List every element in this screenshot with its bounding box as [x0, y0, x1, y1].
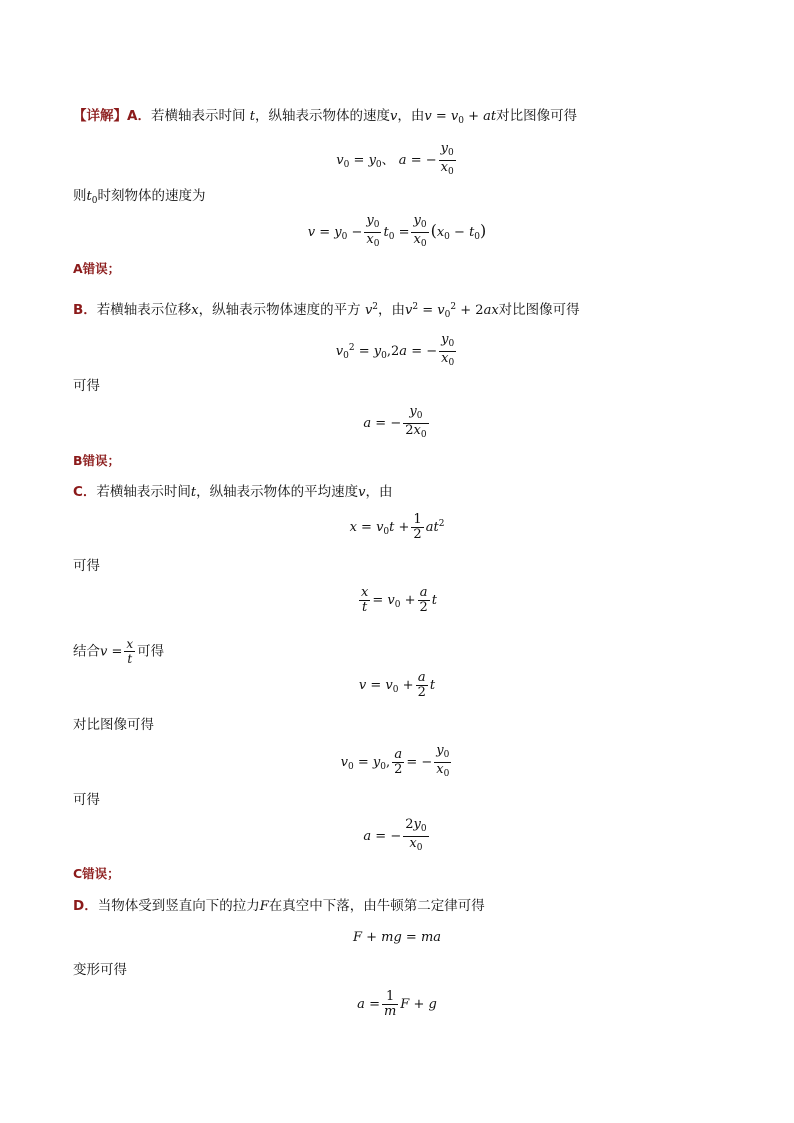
option-c-letter: C． [73, 484, 97, 500]
equation-b-2: a = − $\frac{y_0}{2x_0}$ [363, 404, 427, 440]
option-a-wrong: A错误； [73, 261, 121, 276]
equation-c-1: $x = v_0t$ + $\frac{1}{2}$ $at^2$ [349, 512, 445, 542]
equation-b-1: $v_0^2 = y_0,2a$ = − $\frac{y_0}{x_0}$ [335, 332, 455, 368]
option-b-wrong: B错误； [73, 453, 121, 468]
equation-a-2: $v = y_0$ − $\frac{y_0}{x_0}$ $t_0$ = $\frac{y_0}{x_0}$ $(x_0 - t_0)$ [307, 213, 487, 249]
equation-c-4: $v_0 = y_0$, $\frac{a}{2}$ = − $\frac{y_0}{x_0}$ [340, 743, 450, 779]
paragraph-a-intro: 【详解】A．若横轴表示时间 t，纵轴表示物体的速度v，由$v = v_0$ + at对比图像可得 [73, 108, 578, 126]
equation-c-5: a = − $\frac{2y_0}{x_0}$ [363, 817, 427, 853]
paragraph-c-intro: C．若横轴表示时间t，纵轴表示物体的平均速度v，由 [73, 484, 393, 500]
paragraph-b-result: 可得 [73, 378, 100, 394]
paragraph-b-intro: B．若横轴表示位移x，纵轴表示物体速度的平方 $v^2$，由$v^2 = v_0^2 + 2ax$对比图像可得 [73, 302, 580, 320]
option-b-letter: B． [73, 302, 97, 318]
paragraph-c-result-2: 可得 [73, 792, 100, 808]
detail-tag: 【详解】 [73, 108, 127, 124]
option-c-wrong: C错误； [73, 866, 120, 881]
paragraph-c-result-1: 可得 [73, 558, 100, 574]
paragraph-d-transform: 变形可得 [73, 962, 127, 978]
option-d-letter: D． [73, 898, 98, 914]
equation-a-1: $v_0 = y_0$、 a = − $\frac{y_0}{x_0}$ [336, 141, 454, 177]
option-a-letter: A． [127, 108, 151, 124]
equation-c-3: $v = v_0$ + $\frac{a}{2}$ t [358, 670, 436, 700]
equation-d-1: F + mg = ma [352, 930, 442, 945]
paragraph-c-compare: 对比图像可得 [73, 717, 154, 733]
paragraph-d-intro: D．当物体受到竖直向下的拉力F在真空中下落，由牛顿第二定律可得 [73, 898, 485, 914]
paragraph-a-velocity: 则$t_0$时刻物体的速度为 [73, 188, 206, 206]
equation-d-2: a = $\frac{1}{m}$ F + g [357, 989, 437, 1019]
paragraph-c-combine: 结合v = $\frac{x}{t}$ 可得 [73, 637, 165, 666]
equation-c-2: $\frac{x}{t}$ = $v_0$ + $\frac{a}{2}$ t [360, 585, 438, 615]
